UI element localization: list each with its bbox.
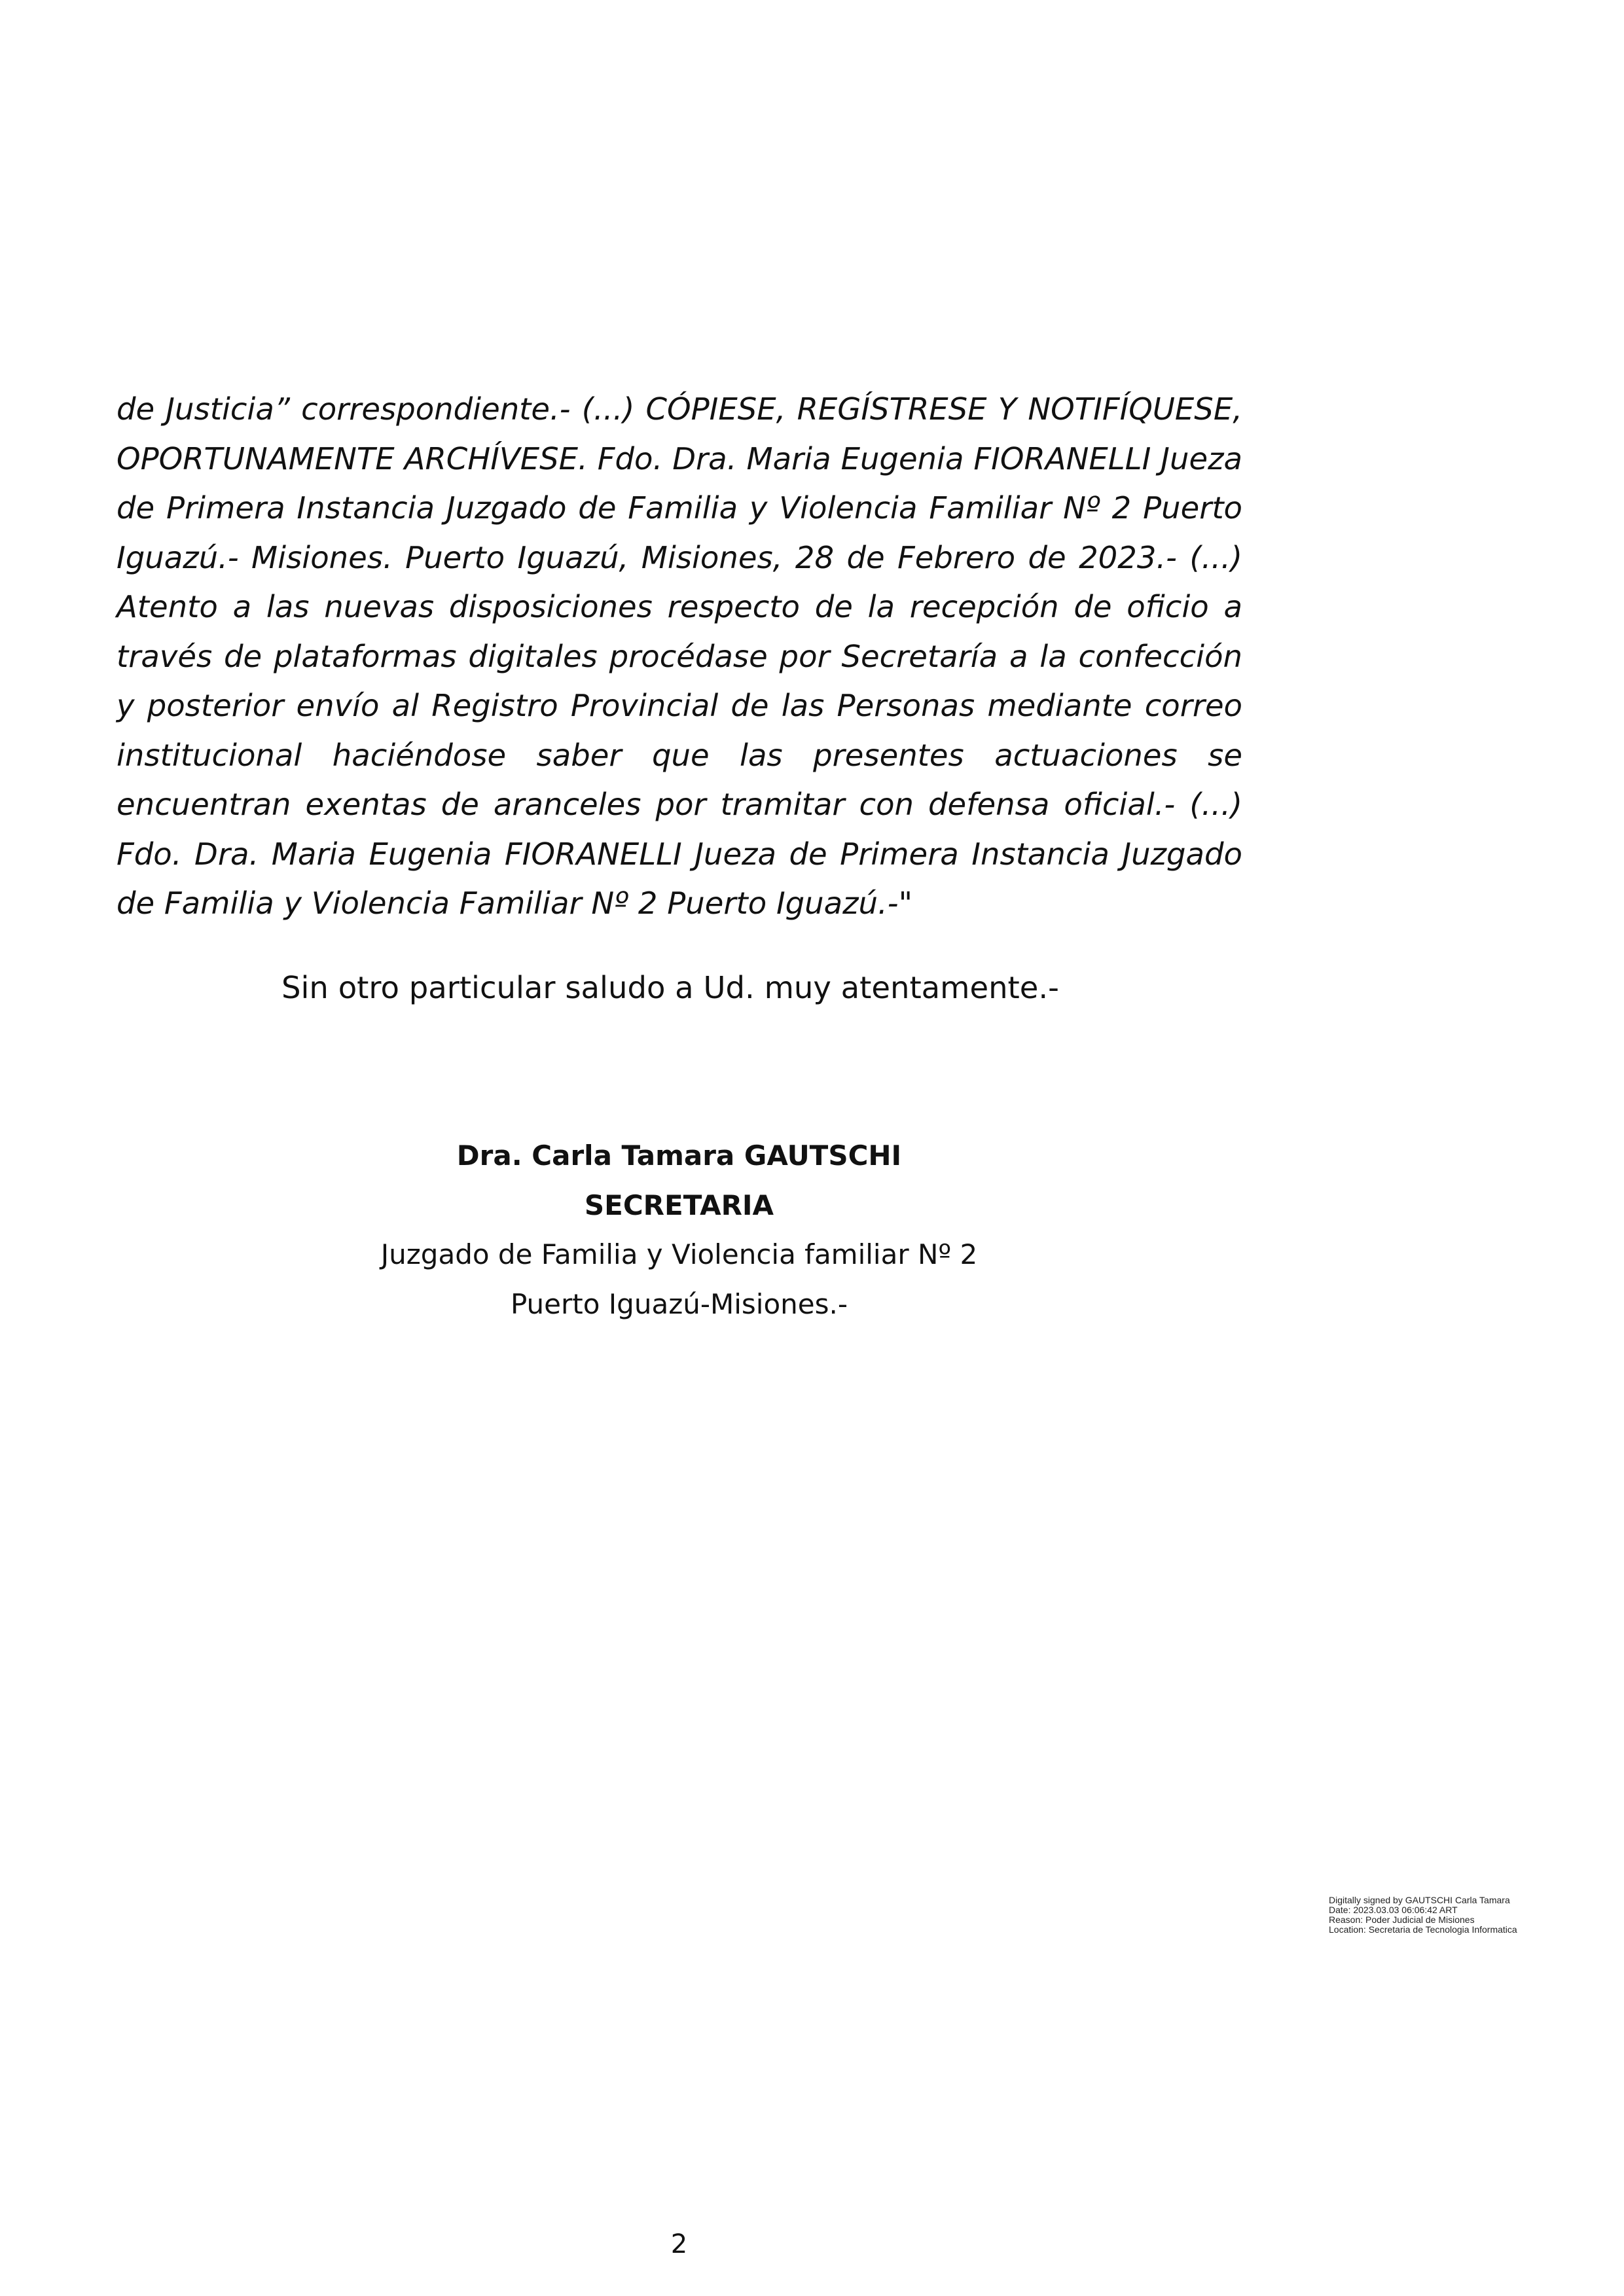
signatory-court: Juzgado de Familia y Violencia familiar Nº 2	[380, 1238, 978, 1270]
stamp-signed-by: Digitally signed by GAUTSCHI Carla Tamara	[1329, 1895, 1510, 1905]
digital-signature-stamp	[1329, 1895, 1525, 1935]
stamp-location: Location: Secretaria de Tecnologia Informatica	[1329, 1924, 1517, 1935]
stamp-reason: Reason: Poder Judicial de Misiones	[1329, 1914, 1475, 1925]
signatory-location: Puerto Iguazú-Misiones.-	[510, 1287, 848, 1320]
closing-line: Sin otro particular saludo a Ud. muy atentamente.-	[281, 970, 1059, 1005]
page-number: 2	[670, 2229, 688, 2259]
stamp-date: Date: 2023.03.03 06:06:42 ART	[1329, 1905, 1458, 1915]
signatory-name: Dra. Carla Tamara GAUTSCHI	[456, 1139, 902, 1172]
body-paragraph: de Justicia” correspondiente.- (...) CÓPIESE, REGÍSTRESE Y NOTIFÍQUESE, OPORTUNAMENTE ARCHÍVESE. Fdo. Dra. Maria Eugenia FIORANELLI Jueza de Primera Instancia Juzgado de Familia y Violencia Familiar Nº 2 Puerto Iguazú.- Misiones. Puerto Iguazú, Misiones, 28 de Febrero de 2023.- (...) Atento a las nuevas disposiciones respecto de la recepción de oficio a través de plataformas digitales procédase por Secretaría a la confección y posterior envío al Registro Provincial de las Personas mediante correo institucional haciéndose saber que las presentes actuaciones se encuentran exentas de aranceles por tramitar con defensa oficial.- (...) Fdo. Dra. Maria Eugenia FIORANELLI Jueza de Primera Instancia Juzgado de Familia y Violencia Familiar Nº 2 Puerto Iguazú.-"	[117, 391, 1242, 921]
signatory-role: SECRETARIA	[584, 1189, 774, 1221]
signature-block	[0, 1131, 1358, 1329]
